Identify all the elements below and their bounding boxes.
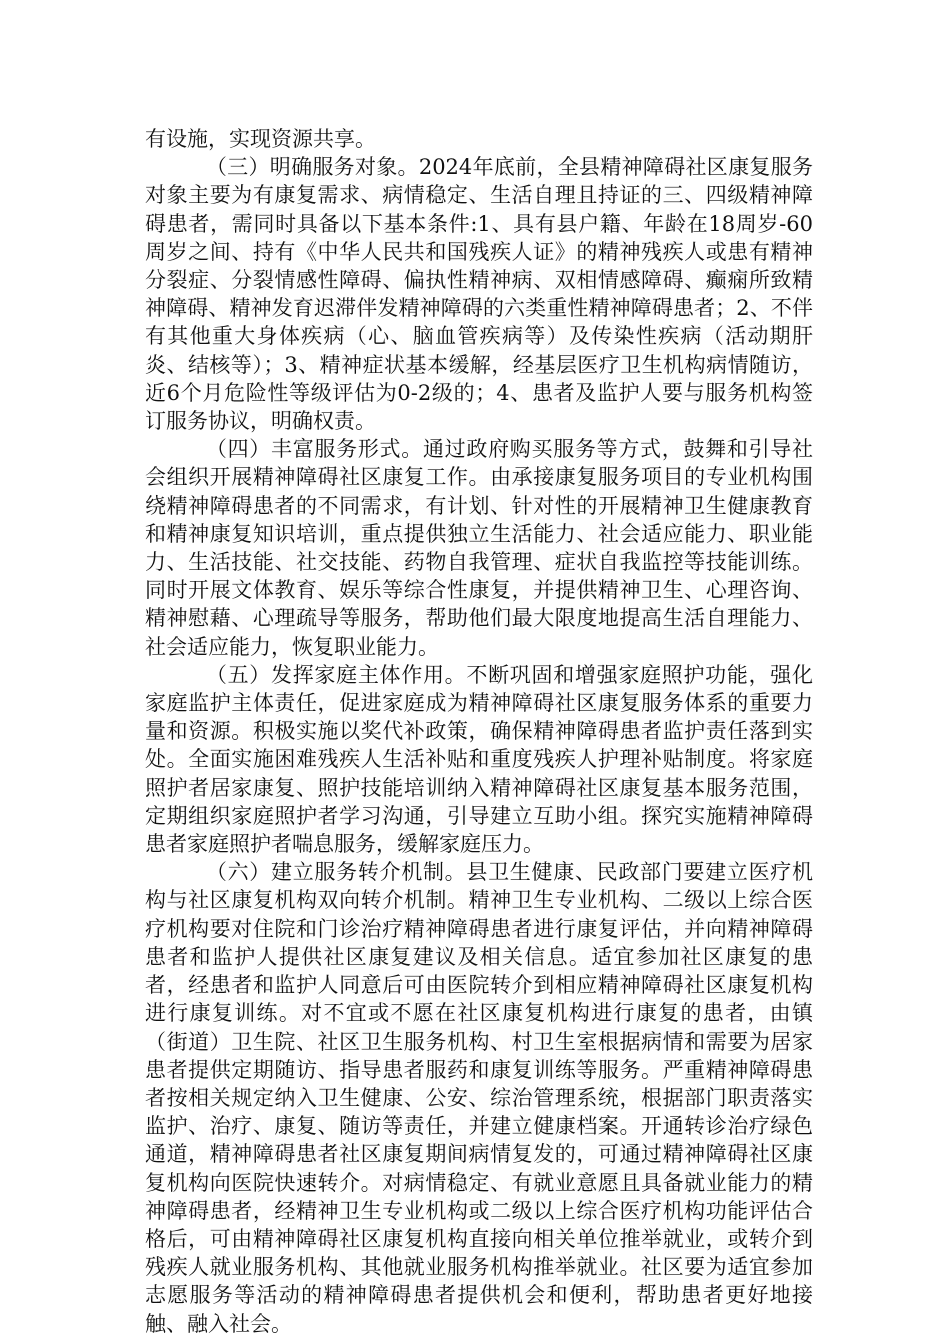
paragraph-section-4: （四）丰富服务形式。通过政府购买服务等方式，鼓舞和引导社会组织开展精神障碍社区康复工作。由承接康复服务项目的专业机构围绕精神障碍患者的不同需求，有计划、针对性的开展精神卫生健康教育和精神康复知识培训，重点提供独立生活能力、社会适应能力、职业能力、生活技能、社交技能、药物自我管理、症状自我监控等技能训练。同时开展文体教育、娱乐等综合性康复，并提供精神卫生、心理咨询、精神慰藉、心理疏导等服务，帮助他们最大限度地提高生活自理能力、社会适应能力，恢复职业能力。 [145, 437, 813, 659]
paragraph-section-6: （六）建立服务转介机制。县卫生健康、民政部门要建立医疗机构与社区康复机构双向转介机制。精神卫生专业机构、二级以上综合医疗机构要对住院和门诊治疗精神障碍患者进行康复评估，并向精神障碍患者和监护人提供社区康复建议及相关信息。适宜参加社区康复的患者，经患者和监护人同意后可由医院转介到相应精神障碍社区康复机构进行康复训练。对不宜或不愿在社区康复机构进行康复的患者，由镇（街道）卫生院、社区卫生服务机构、村卫生室根据病情和需要为居家患者提供定期随访、指导患者服药和康复训练等服务。严重精神障碍患者按相关规定纳入卫生健康、公安、综治管理系统，根据部门职责落实监护、治疗、康复、随访等责任，并建立健康档案。开通转诊治疗绿色通道，精神障碍患者社区康复期间病情复发的，可通过精神障碍社区康复机构向医院快速转介。对病情稳定、有就业意愿且具备就业能力的精神障碍患者，经精神卫生专业机构或二级以上综合医疗机构功能评估合格后，可由精神障碍社区康复机构直接向相关单位推举就业，或转介到残疾人就业服务机构、其他就业服务机构推举就业。社区要为适宜参加志愿服务等活动的精神障碍患者提供机会和便利，帮助患者更好地接触、融入社会。 [145, 860, 813, 1336]
document-body [145, 125, 813, 1338]
paragraph-section-5: （五）发挥家庭主体作用。不断巩固和增强家庭照护功能，强化家庭监护主体责任，促进家庭成为精神障碍社区康复服务体系的重要力量和资源。积极实施以奖代补政策，确保精神障碍患者监护责任落到实处。全面实施困难残疾人生活补贴和重度残疾人护理补贴制度。将家庭照护者居家康复、照护技能培训纳入精神障碍社区康复基本服务范围，定期组织家庭照护者学习沟通，引导建立互助小组。探究实施精神障碍患者家庭照护者喘息服务，缓解家庭压力。 [145, 662, 813, 857]
paragraph-continuation: 有设施，实现资源共享。 [145, 127, 376, 151]
paragraph-section-3: （三）明确服务对象。2024年底前，全县精神障碍社区康复服务对象主要为有康复需求、病情稳定、生活自理且持证的三、四级精神障碍患者，需同时具备以下基本条件:1、具有县户籍、年龄在18周岁-60周岁之间、持有《中华人民共和国残疾人证》的精神残疾人或患有精神分裂症、分裂情感性障碍、偏执性精神病、双相情感障碍、癫痫所致精神障碍、精神发育迟滞伴发精神障碍的六类重性精神障碍患者；2、不伴有其他重大身体疾病（心、脑血管疾病等）及传染性疾病（活动期肝炎、结核等）；3、精神症状基本缓解，经基层医疗卫生机构病情随访，近6个月危险性等级评估为0-2级的；4、患者及监护人要与服务机构签订服务协议，明确权责。 [145, 155, 813, 434]
